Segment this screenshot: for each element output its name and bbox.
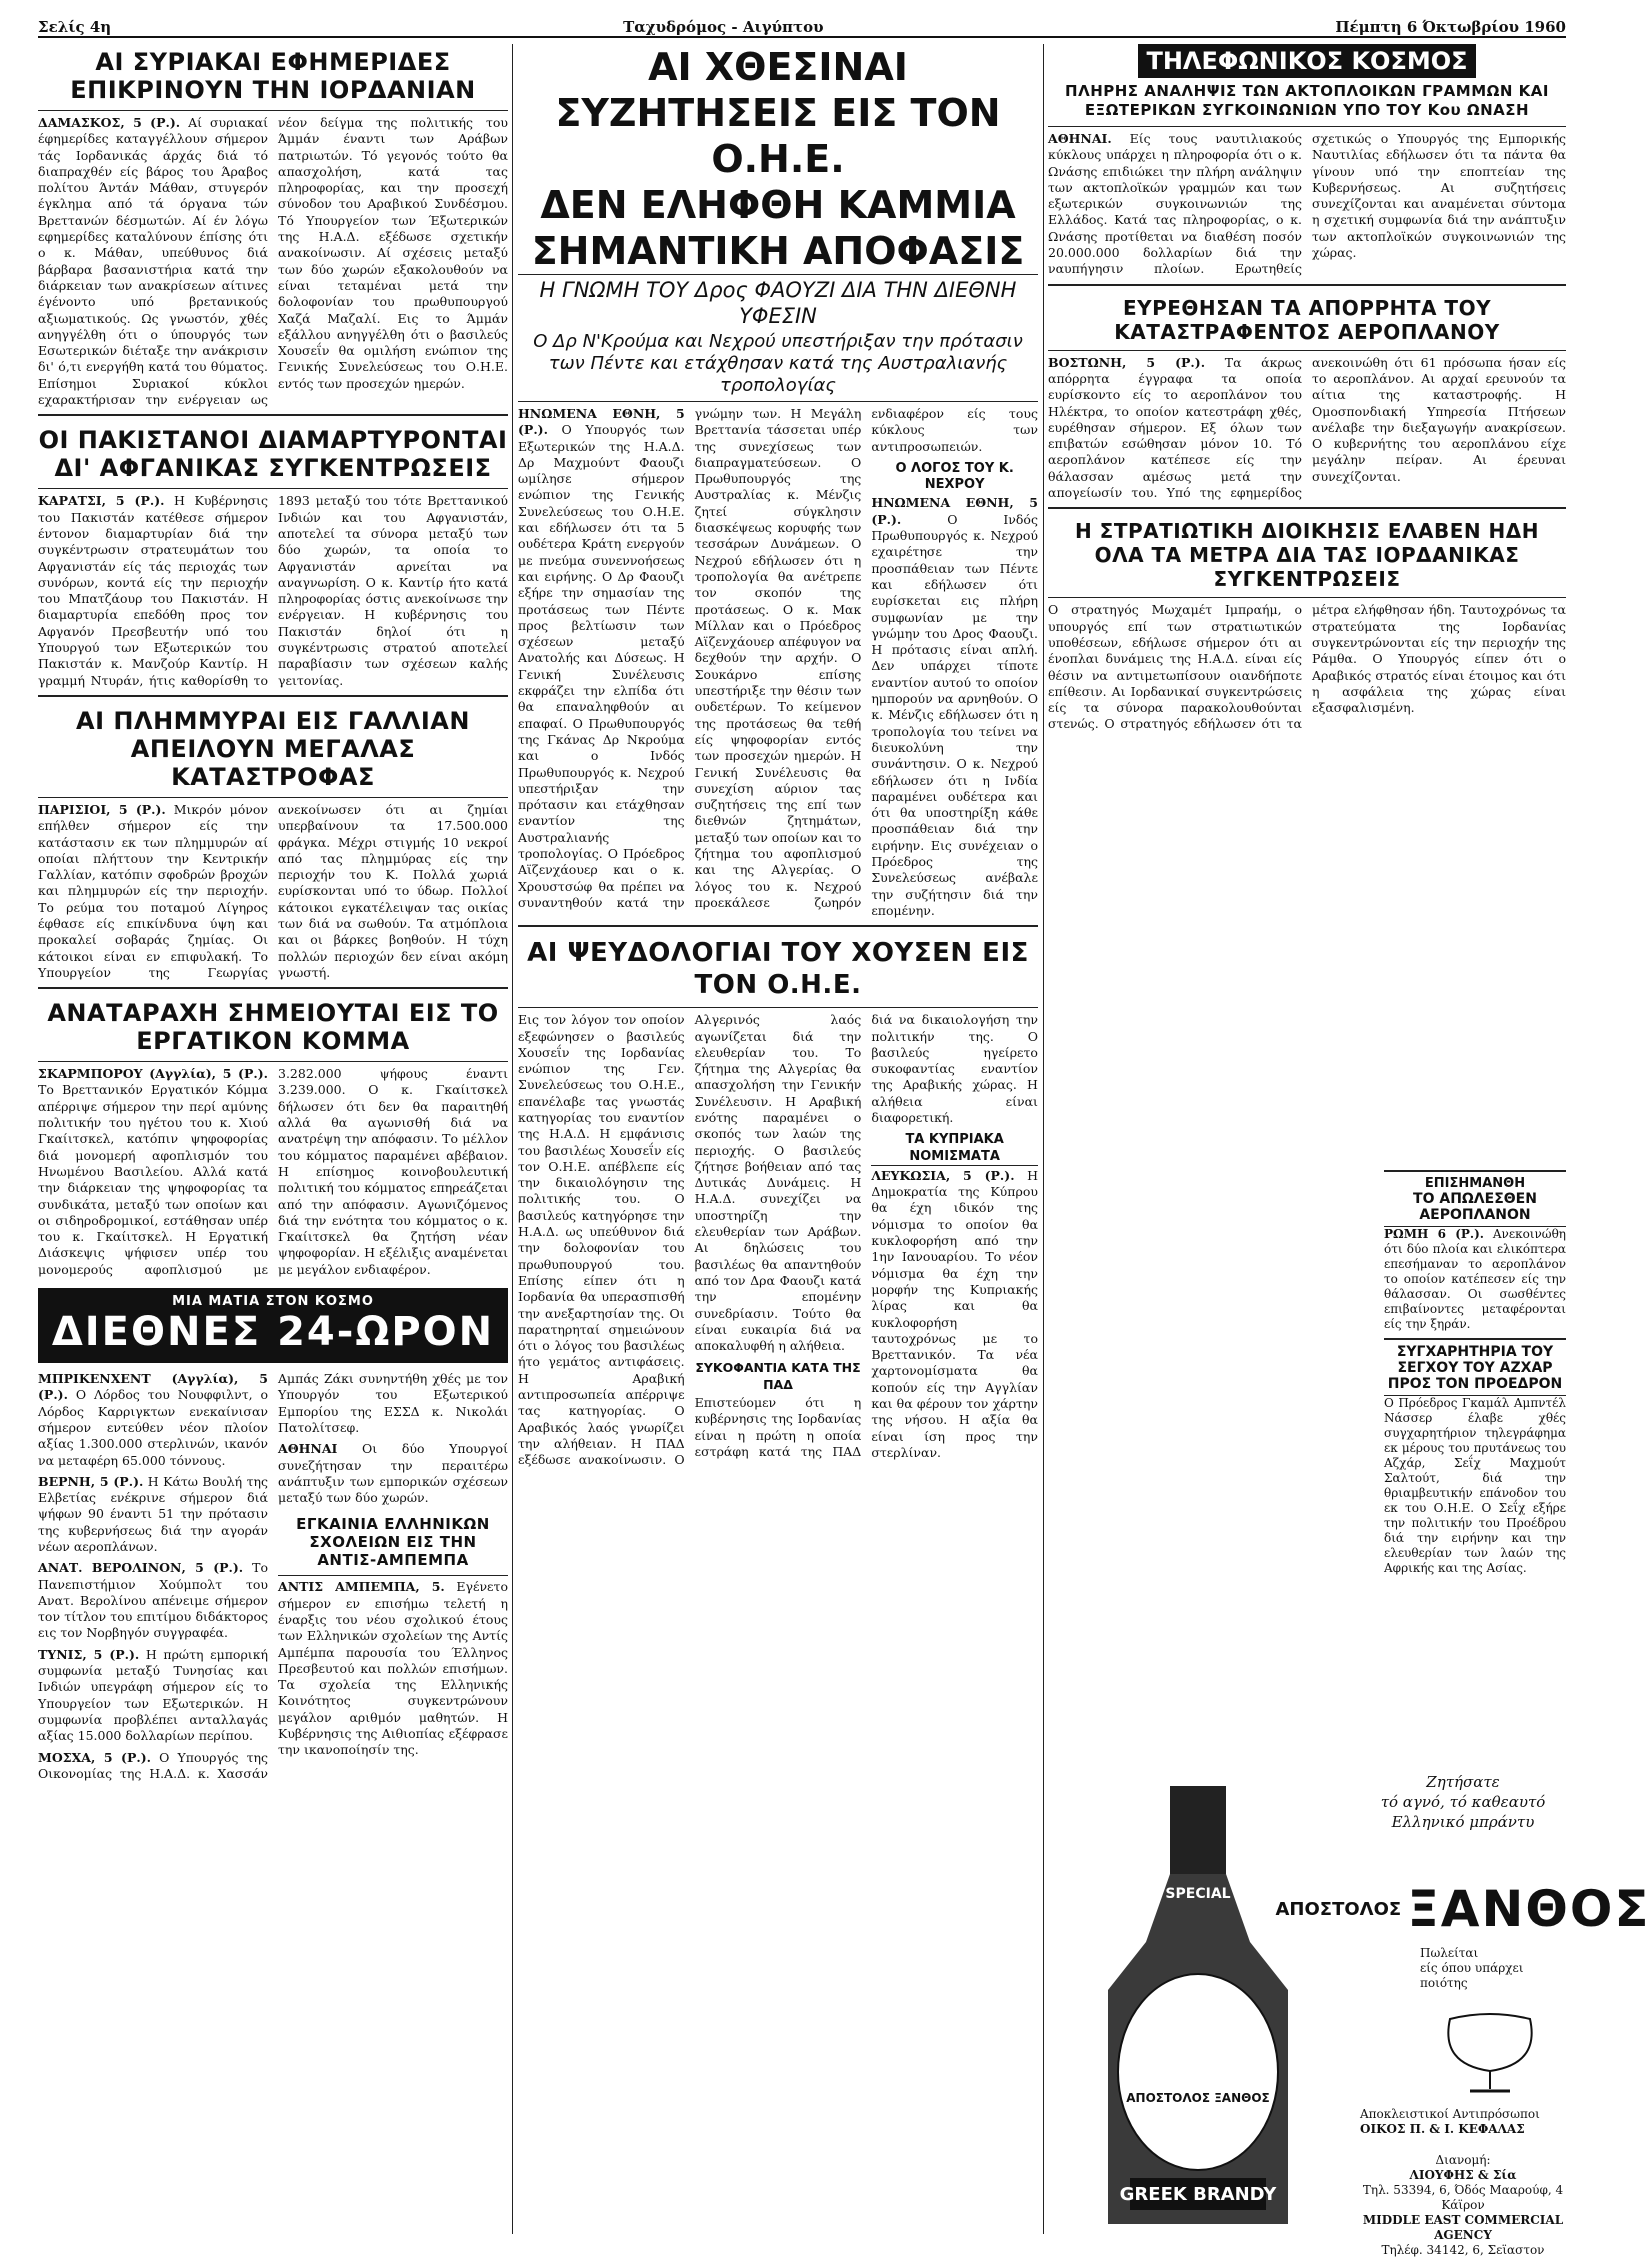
- main-headline: ΑΙ ΧΘΕΣΙΝΑΙ ΣΥΖΗΤΗΣΕΙΣ ΕΙΣ ΤΟΝ Ο.Η.Ε.: [555, 45, 1001, 181]
- brief-item: [38, 1371, 268, 1469]
- headline: ΟΙ ΠΑΚΙΣΤΑΝΟΙ ΔΙΑΜΑΡΤΥΡΟΝΤΑΙ ΔΙ' ΑΦΓΑΝΙΚΑΣ ΣΥΓΚΕΝΤΡΩΣΕΙΣ: [38, 422, 508, 489]
- body-text: Το Βρεττανικόν Εργατικόν Κόμμα απέρριψε σήμερον την περί αμύνης πολιτικήν του ηγέτου του κ. Χιού Γκαίιτσκελ, κατόπιν ψηφοφορίας διά μονομερή αφοπλισμόν του Ηνωμένου Βασιλείου. Αλλά κατά την διάρκειαν της ψηφοφορίας τα συνδικάτα, μεταξύ των οποίων και οι σιδηροδρομικοί, εστάθησαν υπέρ του κ. Γκαίιτσκελ. Η Εργατική Διάσκεψις ψήφισεν υπέρ του μονομερούς αφοπλισμού με 3.282.000 ψήφους έναντι 3.239.000. Ο κ. Γκαίιτσκελ δήλωσεν ότι δεν θα παραιτηθή αλλά θα αγωνισθή διά να ανατρέψη την απόφασιν. Το μέλλον του κόμματος παραμένει αβέβαιον. Η επίσημος κοινοβουλευτική πολιτική του κόμματος επηρεάζεται από την απόφασιν. Αγωνιζόμενος διά την ενότητα του κόμματος ο κ. Γκαίιτσκελ θα ζητήση νέαν ψηφοφορίαν. Η εξέλιξις αναμένεται με μεγάλον ενδιαφέρον.: [38, 1066, 508, 1277]
- body-text: Εις τον λόγον τον οποίον εξεφώνησεν ο βασιλεύς Χουσεΐν της Ιορδανίας ενώπιον της Γεν. Συνελεύσεως του Ο.Η.Ε., επανέλαβε τας γνωστάς κατηγορίας του εναντίον της Η.Α.Δ. Η εμφάνισις του βασιλέως Χουσεΐν είς τον Ο.Η.Ε. απέβλεπε είς την δικαιολόγησιν της πολιτικής του. Ο βασιλεύς κατηγόρησε την Η.Α.Δ. ως υπεύθυνον διά την δολοφονίαν του πρωθυπουργού του. Επίσης είπεν ότι η Ιορδανία θα υπερασπισθή την ανεξαρτησίαν της. Οι παρατηρηταί σημειώνουν ότι ο λόγος του βασιλέως ήτο γεμάτος αντιφάσεις. Η Αραβική αντιπροσωπεία απέρριψε τας κατηγορίας. Ο Αραβικός λαός γνωρίζει την αλήθειαν. Η ΠΑΔ εξέδωσε ανακοίνωσιν. Ο Αλγερινός λαός αγωνίζεται διά την ελευθερίαν του. Το ζήτημα της Αλγερίας θα απασχολήση την Γενικήν Συνέλευσιν. Η Αραβική ενότης παραμένει ο σκοπός των λαών της περιοχής. Ο βασιλεύς ζήτησε βοήθειαν από τας Δυτικάς Δυνάμεις. Η Η.Α.Δ. συνεχίζει να υποστηρίζη την ελευθερίαν των Αράβων. Αι δηλώσεις του βασιλέως θα απαντηθούν από τον Δρα Φαουζι κατά την επομένην συνεδρίασιν. Τούτο θα είναι ευκαιρία διά να αποκαλυφθή η αλήθεια.: [518, 1012, 862, 1468]
- dateline: ΡΩΜΗ 6 (Ρ.).: [1384, 1227, 1484, 1241]
- brandy-bottle-icon: [1050, 1772, 1350, 2242]
- article-body: [38, 1066, 508, 1278]
- divider: [38, 987, 508, 989]
- article-plane-wreck: [1048, 292, 1566, 502]
- dateline: ΤΥΝΙΣ, 5 (Ρ.).: [38, 1646, 140, 1662]
- dist-line: Κάϊρον: [1441, 2198, 1485, 2212]
- brandy-ad-bottle: [1050, 1772, 1350, 2242]
- body-text: Οι δύο Υπουργοί συνεζήτησαν την περαιτέρω ανάπτυξιν των εμπορικών σχέσεων μεταξύ των δύο χωρών.: [278, 1441, 508, 1506]
- bottle-cap: [1170, 1786, 1226, 1874]
- tagline: τό αγνό, τό καθεαυτό: [1380, 1793, 1546, 1811]
- bottle-label: [1118, 1974, 1278, 2170]
- brief-item: [278, 1441, 508, 1506]
- paper-name: Ταχυδρόμος - Αιγύπτου: [623, 18, 824, 36]
- world-news-banner: [38, 1288, 508, 1363]
- issue-date: Πέμπτη 6 Όκτωβρίου 1960: [1335, 18, 1566, 36]
- column-right: [1048, 44, 1566, 1575]
- bottle-special-text: SPECIAL: [1165, 1886, 1231, 1902]
- dateline: ΚΑΡΑΤΣΙ, 5 (Ρ.).: [38, 493, 165, 509]
- headline: ΣΥΚΟΦΑΝΤΙΑ ΚΑΤΑ ΤΗΣ ΠΑΔ: [695, 1360, 861, 1392]
- headline: ΕΓΚΑΙΝΙΑ ΕΛΛΗΝΙΚΩΝ ΣΧΟΛΕΙΩΝ ΕΙΣ ΤΗΝ ΑΝΤΙΣ-ΑΜΠΕΜΠΑ: [278, 1511, 508, 1576]
- body-text: Αί συριακαί έφημερίδες καταγγέλλουν σήμερον τάς Ιορδανικάς άρχάς διά τό διαπραχθέν είς βάρος του Άραβος πολίτου Άντάν Μάθαν, στυγερόν έγκλημα από τά όργανα τών Βρεττανών δέσμωτών. Αί έν λόγω εφημερίδες καταλύνουν έπίσης ότι ο κ. Μάθαν, υπεύθυνος διά βάρβαρα βασανιστήρια κατά την διάρκειαν των ανακρίσεων αίτινες έγένοντο υπό βρετανικούς αξιωματικούς. Ως γνωστόν, χθές ανηγγέλθη ότι ο ύπουργός των Εσωτερικών διέταξε την ανάκρισιν δι' ό,τι ενεργήθη κατά του θύματος. Επίσημοι Συριακοί κύκλοι εχαρακτήρισαν την ενέργειαν ως νέον δείγμα της πολιτικής του Άμμάν έναντι των Αράβων πατριωτών. Τό γεγονός τούτο θα απασχολήση, κατά τας πληροφορίας, και την προσεχή σύνοδον του Αραβικού Συνδέσμου. Τό Υπουργείον των Έξωτερικών της Η.Α.Δ. εξέδωσε σχετικήν ανακοίνωσιν. Αί σχέσεις μεταξύ των δύο χωρών εξακολουθούν να είναι τεταμέναι μετά την δολοφονίαν του πρωθυπουργού Χαζά Μαζαλί. Εις το Άμμάν εξάλλου ανηγγέλθη ότι ο βασιλεύς Χουσεΐν θα ομιλήση ενώπιον της Γενικής Συνελεύσεως του Ο.Η.Ε. εντός των προσεχών ημερών.: [38, 115, 508, 408]
- brand-logo: [1275, 1880, 1651, 1938]
- sold-line: ποιότης: [1420, 1976, 1468, 1990]
- headline: Ο ΛΟΓΟΣ ΤΟΥ Κ. ΝΕΧΡΟΥ: [895, 460, 1014, 493]
- brief-item: [38, 1647, 268, 1745]
- label: ΕΠΙΣΗΜΑΝΘΗ: [1424, 1176, 1526, 1191]
- divider: [518, 925, 1038, 927]
- body-text: Είς τους ναυτιλιακούς κύκλους υπάρχει η πληροφορία ότι ο κ. Ωνάσης επιδιώκει την πλήρη ανάληψιν των ακτοπλοϊκών γραμμών και των εξωτερικών συγκοινωνιών της Ελλάδος. Κατά τας πληροφορίας, ο κ. Ωνάσης προτίθεται να διαθέση ποσόν 20.000.000 δολλαρίων διά την ναυπήγησιν πλοίων. Ερωτηθείς σχετικώς ο Υπουργός της Εμπορικής Ναυτιλίας εδήλωσεν ότι τα πάντα θα γίνουν υπό την εποπτείαν της Κυβερνήσεως. Αι συζητήσεις συνεχίζονται και αναμένεται σύντομα η σχετική συμφωνία διά την ανάπτυξιν των ακτοπλοϊκών συγκοινωνιών της χώρας.: [1048, 131, 1566, 277]
- agent-label: Αποκλειστικοί Αντιπρόσωποι: [1360, 2107, 1540, 2121]
- section-banner: ΤΗΛΕΦΩΝΙΚΟΣ ΚΟΣΜΟΣ: [1138, 44, 1476, 78]
- article-body: [1048, 355, 1566, 502]
- body-text: Τα άκρως απόρρητα έγγραφα τα οποία ευρίσκοντο είς το αεροπλάνον του Ηλέκτρα, το οποίον κατεστράφη χθές, ευρέθησαν σήμερον. Εξ όλων των επιβατών εσώθησαν μόνον 10. Τό αεροπλάνον κατέπεσε είς την θάλασσαν αμέσως μετά την απογείωσίν του. Υπό της εφημερίδος ανεκοινώθη ότι 61 πρόσωπα ήσαν είς το αεροπλάνον. Αι αρχαί ερευνούν τα αίτια της καταστροφής. Η Ομοσπονδιακή Υπηρεσία Πτήσεων ανέλαβε την διεξαγωγήν ανακρίσεων. Ο κυβερνήτης του αεροπλάνου είχε μεγάλην πείραν. Αι έρευναι συνεχίζονται.: [1048, 354, 1566, 501]
- dateline: ΠΑΡΙΣΙΟΙ, 5 (Ρ.).: [38, 801, 166, 817]
- headline: ΑΙ ΨΕΥΔΟΛΟΓΙΑΙ ΤΟΥ ΧΟΥΣΕΝ ΕΙΣ ΤΟΝ Ο.Η.Ε.: [518, 933, 1038, 1008]
- body-text: Η Δημοκρατία της Κύπρου θα έχη ιδικόν της νόμισμα το οποίον θα κυκλοφορήση από την 1ην Ιανουαρίου. Το νέον νόμισμα θα έχη την μορφήν της Κυπριακής λίρας και θα κυκλοφορήση ταυτοχρόνως με το Βρεττανικόν. Τα νέα χαρτονομίσματα θα κοπούν είς την Αγγλίαν και θα φέρουν τον χάρτην της νήσου. Η αξία θα είναι ίση προς την στερλίναν.: [871, 1167, 1038, 1460]
- brief-item: [38, 1474, 268, 1555]
- world-briefs: [38, 1371, 508, 1782]
- brief-item: [38, 1560, 268, 1641]
- headline: Η ΣΤΡΑΤΙΩΤΙΚΗ ΔΙΟΙΚΗΣΙΣ ΕΛΑΒΕΝ ΗΔΗ ΟΛΑ ΤΑ ΜΕΤΡΑ ΔΙΑ ΤΑΣ ΙΟΡΔΑΝΙΚΑΣ ΣΥΓΚΕΝΤΡΩΣΕΙΣ: [1048, 515, 1566, 598]
- brand-last-name: ΞΑΝΘΟΣ: [1407, 1880, 1651, 1938]
- headline: ΠΛΗΡΗΣ ΑΝΑΛΗΨΙΣ ΤΩΝ ΑΚΤΟΠΛΟΙΚΩΝ ΓΡΑΜΜΩΝ ΚΑΙ ΕΞΩΤΕΡΙΚΩΝ ΣΥΓΚΟΙΝΩΝΙΩΝ ΥΠΟ ΤΟΥ Κου ΩΝΑΣΗ: [1048, 78, 1566, 127]
- headline: ΑΝΑΤΑΡΑΧΗ ΣΗΜΕΙΟΥΤΑΙ ΕΙΣ ΤΟ ΕΡΓΑΤΙΚΟΝ ΚΟΜΜΑ: [38, 995, 508, 1062]
- dateline: ΑΘΗΝΑΙ.: [1048, 131, 1112, 146]
- headline: ΣΥΓΧΑΡΗΤΗΡΙΑ ΤΟΥ ΣΕΓΧΟΥ ΤΟΥ ΑΖΧΑΡ ΠΡΟΣ ΤΟΝ ΠΡΟΕΔΡΟΝ: [1384, 1344, 1566, 1396]
- dist-line: ΛΙΟΥΦΗΣ & Σία: [1409, 2168, 1517, 2182]
- headline: ΤΑ ΚΥΠΡΙΑΚΑ ΝΟΜΙΣΜΑΤΑ: [871, 1132, 1038, 1166]
- headline: ΕΥΡΕΘΗΣΑΝ ΤΑ ΑΠΟΡΡΗΤΑ ΤΟΥ ΚΑΤΑΣΤΡΑΦΕΝΤΟΣ ΑΕΡΟΠΛΑΝΟΥ: [1048, 292, 1566, 351]
- body-text: Ο Υπουργός των Εξωτερικών της Η.Α.Δ. Δρ Μαχμούντ Φαουζι ωμίλησε σήμερον ενώπιον της Γενικής Συνελεύσεως του Ο.Η.Ε. και εδήλωσεν ότι τα 5 ουδέτερα Κράτη ενεργούν με πνεύμα συνεννοήσεως και ειρήνης. Ο Δρ Φαουζι εξήρε την σημασίαν της προτάσεως των Πέντε προς βελτίωσιν των σχέσεων μεταξύ Ανατολής και Δύσεως. Η Γενική Συνέλευσις εκφράζει την ελπίδα ότι θα επαναληφθούν αι επαφαί. Ο Πρωθυπουργός της Γκάνας Δρ Νκρούμα και ο Ινδός Πρωθυπουργός κ. Νεχρού υπεστήριξαν την πρότασιν και ετάχθησαν εναντίον της Αυστραλιανής τροπολογίας. Ο Πρόεδρος Αϊζενχάουερ και ο κ. Χρουστσώφ θα πρέπει να συναντηθούν κατά την γνώμην των. Η Μεγάλη Βρεττανία τάσσεται υπέρ της συνεχίσεως των διαπραγματεύσεων. Ο Πρωθυπουργός της Αυστραλίας κ. Μένζις ζητεί σύγκλησιν διασκέψεως κορυφής των τεσσάρων Δυνάμεων. Ο Νεχρού εδήλωσεν ότι η τροπολογία θα ανέτρεπε τον σκοπόν της προτάσεως. Ο κ. Μακ Μίλλαν και ο Πρόεδρος Αϊζενχάουερ απέφυγον να δεχθούν την αρχήν. Ο Σουκάρνο επίσης υπεστήριξε την θέσιν των ουδετέρων. Το κείμενον της προτάσεως θα τεθή είς ψηφοφορίαν εντός των προσεχών ημερών. Η Γενική Συνέλευσις θα συνεχίση αύριον τας συζητήσεις της επί των διεθνών ζητημάτων, μεταξύ των οποίων και το ζήτημα του αφοπλισμού και της Αλγερίας. Ο λόγος του κ. Νεχρού προεκάλεσε ζωηρόν ενδιαφέρον είς τους κύκλους των αντιπροσωπειών.: [518, 406, 1038, 910]
- brand-first-name: ΑΠΟΣΤΟΛΟΣ: [1275, 1898, 1402, 1920]
- dist-line: MIDDLE EAST COMMERCIAL AGENCY: [1362, 2213, 1564, 2242]
- headline: ΑΙ ΠΛΗΜΜΥΡΑΙ ΕΙΣ ΓΑΛΛΙΑΝ ΑΠΕΙΛΟΥΝ ΜΕΓΑΛΑΣ ΚΑΤΑΣΤΡΟΦΑΣ: [38, 703, 508, 798]
- sold-line: είς όπου υπάρχει: [1420, 1961, 1524, 1975]
- divider: [38, 414, 508, 416]
- dateline: ΒΟΣΤΩΝΗ, 5 (Ρ.).: [1048, 354, 1206, 370]
- distribution: [1360, 2153, 1566, 2258]
- dateline: ΛΕΥΚΩΣΙΑ, 5 (Ρ.).: [871, 1167, 1015, 1183]
- congrats-brief: [1384, 1338, 1566, 1576]
- article-floods: [38, 703, 508, 981]
- divider: [38, 695, 508, 697]
- article-un-debates: [518, 44, 1038, 919]
- body-text: Η Κυβέρνησις του Πακιστάν κατέθεσε σήμερον έντονον διαμαρτυρίαν διά την συγκέντρωσιν στρατευμάτων του Αφγανιστάν είς τάς περιοχάς των συνόρων, κοντά είς την περιοχήν του Μπατζάουρ του Πακιστάν. Η διαμαρτυρία επεδόθη προς τον Αφγανόν Πρεσβευτήν υπό του Υπουργού των Εξωτερικών του Πακιστάν κ. Μανζούρ Καντίρ. Η γραμμή Ντυράν, ήτις καθορίσθη το 1893 μεταξύ του τότε Βρεττανικού Ινδιών και του Αφγανιστάν, αποτελεί τα σύνορα μεταξύ των δύο χωρών, τα οποία το Αφγανιστάν αρνείται να αναγνωρίση. Ο κ. Καντίρ ήτο κατά πληροφορίας όστις ανεκοίνωσε την ενέργειαν. Η κυβέρνησις του Πακιστάν δηλοί ότι η συγκέντρωσις στρατού αποτελεί παραβίασιν των σχέσεων καλής γειτονίας.: [38, 493, 508, 688]
- masthead: [38, 14, 1566, 38]
- article-body: [518, 406, 1038, 919]
- dateline: ΜΟΣΧΑ, 5 (Ρ.).: [38, 1749, 151, 1765]
- article-body: [1048, 131, 1566, 278]
- dist-line: Τηλέφ. 34142, 6, Σεϊαστον: [1381, 2243, 1545, 2257]
- agent-name: ΟΙΚΟΣ Π. & Ι. ΚΕΦΑΛΑΣ: [1360, 2122, 1525, 2136]
- column-center: [518, 44, 1038, 1473]
- article-military: [1048, 515, 1566, 732]
- dateline: ΔΑΜΑΣΚΟΣ, 5 (Ρ.).: [38, 115, 181, 130]
- dateline: ΑΘΗΝΑΙ: [278, 1441, 338, 1457]
- dateline: ΗΝΩΜΕΝΑ ΕΘΝΗ, 5 (Ρ.).: [871, 495, 1038, 527]
- body-text: Μικρόν μόνον επήλθεν σήμερον είς την κατάστασιν εκ των πλημμυρών αί οποίαι πλήττουν την Κεντρικήν Γαλλίαν, κατόπιν σφοδρών βροχών και πλημμυρών είς την περιοχήν. Το ρεύμα του ποταμού Λίγηρος έφθασε είς επικίνδυνα ύψη και προκαλεί σοβαράς ζημίας. Οι κάτοικοι είναι εν επιφυλακή. Το Υπουργείον της Γεωργίας ανεκοίνωσεν ότι αι ζημίαι υπερβαίνουν τα 17.500.000 φράγκα. Μέχρι στιγμής 10 νεκροί από τας πλημμύρας είς την περιοχήν του Κ. Πολλά χωριά ευρίσκονται υπό το ύδωρ. Πολλοί κάτοικοι εγκατέλειψαν τας οικίας των διά να σωθούν. Τα ατμόπλοια και οι βάρκες βοηθούν. Η τύχη πολλών περιοχών δεν είναι ακόμη γνωστή.: [38, 801, 508, 980]
- headline: ΑΙ ΣΥΡΙΑΚΑΙ ΕΦΗΜΕΡΙΔΕΣ ΕΠΙΚΡΙΝΟΥΝ ΤΗΝ ΙΟΡΔΑΝΙΑΝ: [38, 44, 508, 111]
- article-body: [38, 802, 508, 981]
- bottle-maker-text: ΑΠΟΣΤΟΛΟΣ ΞΑΝΘΟΣ: [1126, 2091, 1270, 2105]
- article-syrian-papers: [38, 44, 508, 408]
- school-article: [278, 1579, 508, 1758]
- article-hussein: [518, 933, 1038, 1468]
- article-labour: [38, 995, 508, 1278]
- dateline: ΒΕΡΝΗ, 5 (Ρ.).: [38, 1473, 144, 1489]
- article-pakistan: [38, 422, 508, 689]
- column-rule: [512, 44, 513, 2234]
- body-text: Το Πανεπιστήμιον Χούμπολτ του Ανατ. Βερολίνου απένειμε σήμερον τον τίτλον του επιτίμου διδάκτορος εις τον Νορβηγόν συγγραφέα.: [38, 1560, 268, 1641]
- main-headline-2: ΔΕΝ ΕΛΗΦΘΗ ΚΑΜΜΙΑ ΣΗΜΑΝΤΙΚΗ ΑΠΟΦΑΣΙΣ: [518, 182, 1038, 275]
- tagline: Ελληνικό μπράντυ: [1391, 1813, 1535, 1831]
- banner-title: ΔΙΕΘΝΕΣ 24-ΩΡΟΝ: [51, 1309, 495, 1356]
- article-body: [1048, 602, 1566, 732]
- divider: [1048, 507, 1566, 509]
- dist-label: Διανομή:: [1435, 2153, 1491, 2167]
- body-text: Εγένετο σήμερον εν επισήμω τελετή η έναρξις του νέου σχολικού έτους των Ελληνικών σχολείων της Αντίς Αμπέμπα παρουσία του Έλληνος Πρεσβευτού και πολλών επισήμων. Τα σχολεία της Ελληνικής Κοινότητος συγκεντρώνουν μεγάλον αριθμόν μαθητών. Η Κυβέρνησις της Αιθιοπίας εξέφρασε την ικανοποίησίν της.: [278, 1579, 508, 1758]
- sold-note: [1360, 1946, 1566, 1991]
- bottle-brand-text: GREEK BRANDY: [1119, 2184, 1277, 2205]
- body-text: Η Κάτω Βουλή της Ελβετίας ενέκρινε σήμερον διά ψήφων 90 έναντι 51 την πρότασιν της κυβερνήσεως διά την αγοράν νέων αεροπλάνων.: [38, 1473, 268, 1554]
- article-body: [1384, 1227, 1566, 1332]
- aircraft-brief: [1384, 1170, 1566, 1332]
- body-text: Ο Υπουργός της Οικονομίας της Η.Α.Δ. κ. Χασσάν Αμπάς Ζάκι συνηντήθη χθές με τον Υπουργόν του Εξωτερικού Εμπορίου της ΕΣΣΔ κ. Νικολάι Πατολίτσεφ.: [38, 1371, 508, 1781]
- article-onassis: [1048, 44, 1566, 278]
- dateline: ΜΠΡΙΚΕΝΧΕΝΤ (Αγγλία), 5 (Ρ.).: [38, 1371, 268, 1403]
- sidebar-briefs: [1384, 1170, 1566, 1576]
- dateline: ΑΝΤΙΣ ΑΜΠΕΜΠΑ, 5.: [278, 1579, 445, 1595]
- body-text: Ο στρατηγός Μωχαμέτ Ιμπραήμ, ο υπουργός επί των στρατιωτικών υποθέσεων, εδήλωσε σήμερον ότι αι ένοπλαι δυνάμεις της Η.Α.Δ. είναι είς θέσιν να αντιμετωπίσουν οιανδήποτε επίθεσιν. Αι Ιορδανικαί συγκεντρώσεις είς τα σύνορα παρακολουθούνται στενώς. Ο στρατηγός εδήλωσεν ότι τα μέτρα ελήφθησαν ήδη. Ταυτοχρόνως τα στρατεύματα της Ιορδανίας συγκεντρώνονται είς την περιοχήν της Ράμθα. Ο Υπουργός είπεν ότι ο Αραβικός στρατός είναι έτοιμος και ότι η ασφάλεια της χώρας είναι εξασφαλισμένη.: [1048, 602, 1566, 732]
- body-text: Η πρώτη εμπορική συμφωνία μεταξύ Τυνησίας και Ινδιών υπεγράφη σήμερον είς το Υπουργείον των Εξωτερικών. Η συμφωνία προβλέπει ανταλλαγάς αξίας 15.000 δολλαρίων περίπου.: [38, 1646, 268, 1744]
- brandy-ad-text: [1275, 1772, 1651, 2258]
- headline: ΤΟ ΑΠΩΛΕΣΘΕΝ ΑΕΡΟΠΛΑΝΟΝ: [1384, 1191, 1566, 1227]
- banner-kicker: ΜΙΑ ΜΑΤΙΑ ΣΤΟΝ ΚΟΣΜΟ: [172, 1294, 374, 1310]
- body-text: Ανεκοινώθη ότι δύο πλοία και ελικόπτερα επεσήμαναν το αεροπλάνον το οποίον κατέπεσεν είς την θάλασσαν. Οι σωσθέντες επιβαίνοντες μεταφέρονται είς την ξηράν.: [1384, 1227, 1566, 1331]
- column-rule: [1043, 44, 1044, 2234]
- body-text: Επιστεύομεν ότι η κυβέρνησις της Ιορδανίας είναι η πρώτη η οποία εστράφη κατά της ΠΑΔ διά να δικαιολογήση την πολιτικήν της. Ο βασιλεύς ηγείρετο συκοφαντίας εναντίον της Αραβικής χώρας. Η αλήθεια είναι διαφορετική.: [694, 1012, 1038, 1459]
- sold-line: Πωλείται: [1420, 1946, 1479, 1960]
- dist-line: Τηλ. 53394, 6, Όδός Μααρούφ, 4: [1362, 2183, 1564, 2197]
- article-body: [518, 1012, 1038, 1468]
- column-left: [38, 44, 508, 1786]
- dateline: ΣΚΑΡΜΠΟΡΟΥ (Αγγλία), 5 (Ρ.).: [38, 1066, 268, 1082]
- brandy-glass-icon: [1430, 2009, 1550, 2099]
- tagline: Ζητήσατε: [1426, 1773, 1500, 1791]
- body-text: Ο Πρόεδρος Γκαμάλ Αμπντέλ Νάσσερ έλαβε χθές συγχαρητήριον τηλεγράφημα εκ μέρους του πρυτάνεως του Αζχάρ, Σεΐχ Μαχμούτ Σαλτούτ, διά την θριαμβευτικήν επάνοδον του εκ του Ο.Η.Ε. Ο Σεΐχ εξήρε την πολιτικήν του Προέδρου διά την ειρήνην και την ελευθερίαν των λαών της Αφρικής και της Ασίας.: [1384, 1396, 1566, 1575]
- subheadline: Η ΓΝΩΜΗ ΤΟΥ Δρος ΦΑΟΥΖΙ ΔΙΑ ΤΗΝ ΔΙΕΘΝΗ ΥΦΕΣΙΝ: [539, 278, 1017, 328]
- dateline: ΗΝΩΜΕΝΑ ΕΘΝΗ, 5 (Ρ.).: [518, 406, 685, 438]
- article-body: [38, 493, 508, 689]
- article-body: [38, 115, 508, 408]
- dateline: ΑΝΑΤ. ΒΕΡΟΛΙΝΟΝ, 5 (Ρ.).: [38, 1560, 244, 1576]
- divider: [1048, 284, 1566, 286]
- page-number: Σελίς 4η: [38, 18, 112, 36]
- subheadline-2: Ο Δρ Ν'Κρούμα και Νεχρού υπεστήριξαν την πρότασιν των Πέντε και ετάχθησαν κατά της Αυστραλιανής τροπολογίας: [518, 331, 1038, 402]
- body-text: Ο Λόρδος του Νουφφιλντ, ο Λόρδος Καρριγκτων ενεκαίνισαν σήμερον εντεύθεν νέον πλοίον αξίας 1.300.000 στερλινών, ικανόν να μεταφέρη 65.000 τόννους.: [38, 1387, 268, 1468]
- body-text: Ο Ινδός Πρωθυπουργός κ. Νεχρού εχαιρέτησε την προσπάθειαν των Πέντε και εδήλωσεν ότι ευρίσκεται εις πλήρη συμφωνίαν με την γνώμην του Δρος Φαουζι. Η πρότασις είναι απλή. Δεν υπάρχει τίποτε εναντίον αυτού το οποίον ημπορούν να αρνηθούν. Ο κ. Μένζις εδήλωσεν ότι η τροπολογία του τείνει να διευκολύνη την συνάντησιν. Ο κ. Νεχρού εδήλωσεν ότι η Ινδία παραμένει ουδέτερα και ότι θα υποστηρίξη κάθε προσπάθειαν διά την ειρήνην. Εις συνέχειαν ο Πρόεδρος της Συνελεύσεως ανέβαλε την συζήτησιν διά την επομένην.: [871, 511, 1038, 918]
